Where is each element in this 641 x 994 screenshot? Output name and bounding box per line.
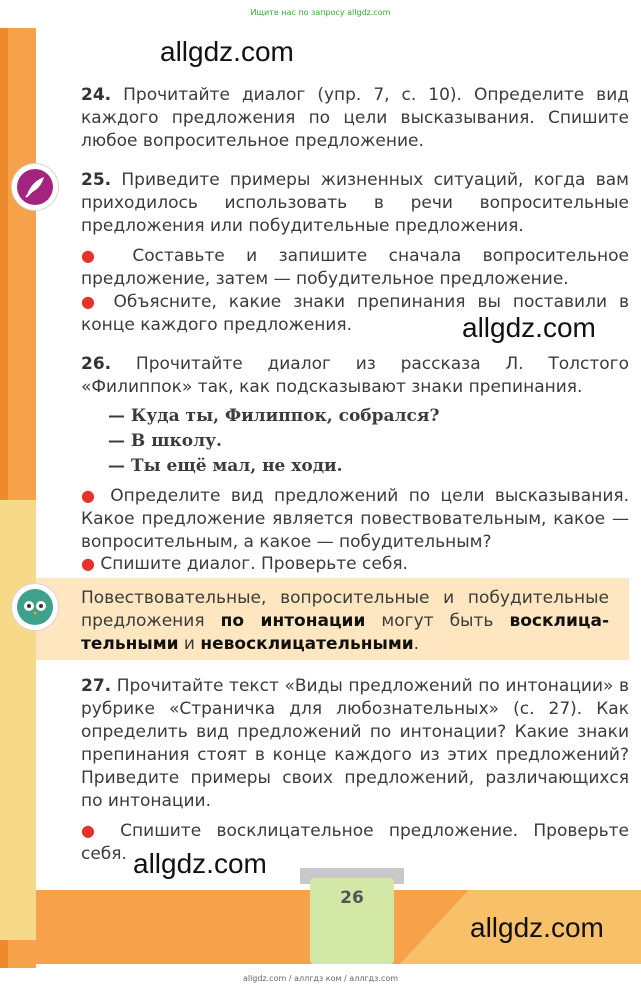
rule-text-part: могут быть	[365, 611, 510, 631]
footer-separator: /	[344, 974, 347, 983]
exercise-number: 25.	[81, 170, 112, 190]
bullet-text: Спишите диалог. Проверьте себя.	[100, 554, 408, 574]
exercise-text: Прочитайте диалог из рассказа Л. Толстого «Филиппок» так, как подсказывают знаки препинания.	[81, 354, 629, 397]
exercise-number: 26.	[81, 354, 112, 374]
watermark: allgdz.com	[470, 912, 604, 943]
bullet-dot-icon: ●	[81, 486, 100, 505]
task-bullet	[81, 484, 629, 554]
rule-term: невосклицательными	[200, 634, 414, 654]
watermark: allgdz.com	[462, 312, 596, 343]
bullet-text: Спишите восклицательное предложение. Проверьте себя.	[81, 821, 629, 864]
rule-text	[81, 587, 609, 656]
exercise-number: 27.	[81, 676, 112, 696]
task-bullet	[81, 244, 629, 291]
footer-note	[0, 974, 641, 983]
rule-text-part: и	[178, 634, 201, 654]
left-decor-yellow	[0, 500, 40, 940]
owl-icon	[12, 584, 58, 630]
exercise-text: Прочитайте текст «Виды предложений по интонации» в рубрике «Страничка для любознательных» (с. 27). Как определить вид предложений по интонации? Какие знаки препинания стоят в конце каждого из этих предложений? Приведите примеры своих предложений, различающихся по интонации.	[81, 676, 629, 811]
dialog-line: — Куда ты, Филиппок, собрался?	[108, 406, 440, 426]
footer-separator: /	[288, 974, 292, 983]
watermark: allgdz.com	[160, 36, 294, 67]
bullet-dot-icon: ●	[81, 246, 111, 265]
exercise-25	[81, 169, 629, 238]
exercise-text: Приведите примеры жизненных ситуаций, когда вам приходилось использовать в речи вопросительные предложения или побудительные предложения.	[81, 170, 629, 236]
bullet-text: Составьте и запишите сначала вопросительное предложение, затем — побудительное предложение.	[81, 246, 630, 289]
watermark: allgdz.com	[133, 848, 267, 879]
footer-item: allgdz.com	[242, 974, 287, 983]
bullet-dot-icon: ●	[81, 821, 105, 840]
rule-term: восклицательными	[81, 611, 609, 654]
dialog-line: — Ты ещё мал, не ходи.	[108, 456, 343, 476]
bullet-dot-icon: ●	[81, 554, 95, 573]
rule-text-part: .	[413, 634, 420, 654]
bullet-dot-icon: ●	[81, 292, 102, 311]
footer-item: аллгдз ком	[294, 974, 342, 983]
bullet-text: Объясните, какие знаки препинания вы поставили в конце каждого предложения.	[81, 292, 629, 335]
exercise-text: Прочитайте диалог (упр. 7, с. 10). Определите вид каждого предложения по цели высказывания. Спишите любое вопросительное предложение.	[81, 85, 629, 151]
dialog-line: — В школу.	[108, 431, 222, 451]
exercise-number: 24.	[81, 85, 112, 105]
task-bullet	[81, 552, 629, 576]
footer-item: аллгдз.com	[349, 974, 399, 983]
exercise-27	[81, 675, 629, 813]
rule-icon-badge	[12, 584, 58, 630]
exercise-26	[81, 353, 629, 399]
quill-icon	[12, 164, 58, 210]
rule-term: по интонации	[220, 611, 366, 631]
writing-icon-badge	[12, 164, 58, 210]
header-note: Ищите нас по запросу allgdz.com	[250, 8, 391, 17]
exercise-24	[81, 84, 629, 153]
page-number: 26	[340, 888, 364, 908]
rule-text-part: Повествовательные, вопросительные и побудительные предложения	[81, 588, 609, 631]
bullet-text: Определите вид предложений по цели высказывания. Какое предложение является повествовательным, какое — вопросительным, а какое — побудительным?	[81, 486, 629, 552]
